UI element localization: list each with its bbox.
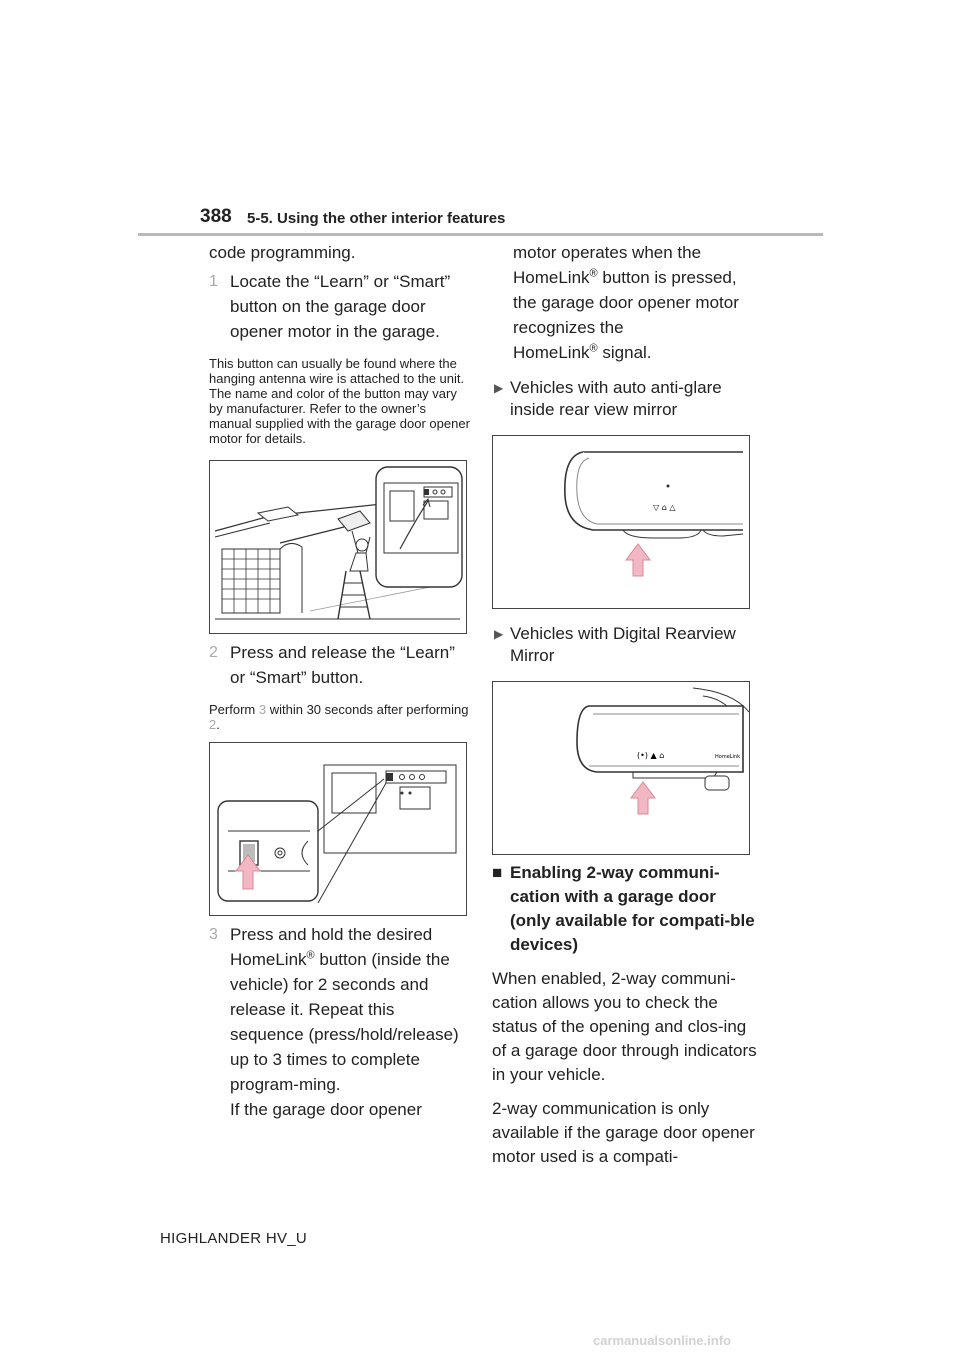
homelink-brand: HomeLink xyxy=(513,268,590,287)
learn-button-drawing xyxy=(210,743,466,915)
step-number: 1 xyxy=(209,273,218,290)
triangle-bullet-icon: ▶ xyxy=(494,627,504,641)
continued-text: button is pressed, the garage door opener motor recognizes the xyxy=(513,268,739,337)
note-text: . xyxy=(216,717,220,732)
step-ref: 2 xyxy=(209,717,217,732)
bullet-anti-glare-mirror xyxy=(492,377,760,421)
continued-text: signal. xyxy=(602,343,652,362)
svg-text:▽ ⌂ △: ▽ ⌂ △ xyxy=(653,503,676,512)
step-2 xyxy=(209,640,471,690)
intro-text: code programming. xyxy=(209,243,356,262)
homelink-brand: HomeLink xyxy=(513,343,590,362)
step-1 xyxy=(209,269,471,344)
anti-glare-mirror-illustration xyxy=(492,435,750,609)
step-text: Press and hold the desired xyxy=(230,925,433,944)
left-column xyxy=(209,240,471,1122)
step-ref: 3 xyxy=(258,702,267,717)
continued-text: motor operates when the xyxy=(513,243,702,262)
paragraph-1: When enabled, 2-way communi-cation allows you to check the status of the opening and clos-ing of a garage door through indicators in your vehicle. xyxy=(492,969,757,1084)
bullet-text: Vehicles with Digital Rearview Mirror xyxy=(510,624,736,665)
step-text: button (inside the vehicle) for 2 seconds and release it. Repeat this sequence (press/hold/release) up to 3 times to complete program-ming. xyxy=(230,950,459,1094)
step-number: 3 xyxy=(209,926,218,943)
bullet-text: Vehicles with auto anti-glare inside rear view mirror xyxy=(510,378,722,419)
right-column xyxy=(492,240,760,1169)
garage-opener-drawing xyxy=(210,461,466,633)
step-3 xyxy=(209,922,471,1122)
footer-model: HIGHLANDER HV_U xyxy=(160,1230,308,1247)
note-2 xyxy=(209,702,471,732)
section-title: 5-5. Using the other interior features xyxy=(247,210,506,227)
step-text: Locate the “Learn” or “Smart” button on the garage door opener motor in the garage. xyxy=(230,272,451,341)
svg-text:(•) ▲ ⌂: (•) ▲ ⌂ xyxy=(637,751,665,760)
bullet-digital-mirror xyxy=(492,623,760,667)
registered-mark: ® xyxy=(589,267,598,280)
registered-mark: ® xyxy=(306,949,315,962)
step-3-continued xyxy=(492,240,760,365)
note-text: Perform xyxy=(209,702,256,717)
step-text: Press and release the “Learn” or “Smart” button. xyxy=(230,643,455,687)
triangle-bullet-icon: ▶ xyxy=(494,381,504,395)
watermark: carmanualsonline.info xyxy=(593,1333,731,1348)
garage-opener-illustration xyxy=(209,460,467,634)
anti-glare-mirror-drawing xyxy=(493,436,749,608)
page-number: 388 xyxy=(200,206,232,227)
registered-mark: ® xyxy=(589,342,598,355)
step-text: If the garage door opener xyxy=(230,1100,422,1119)
heading-text: Enabling 2-way communi-cation with a garage door (only available for compati-ble devices) xyxy=(510,863,755,954)
mirror-homelink-label: HomeLink xyxy=(715,754,741,760)
step-number: 2 xyxy=(209,644,218,661)
paragraph-2: 2-way communication is only available if the garage door opener motor used is a compati- xyxy=(492,1099,755,1166)
two-way-communication-heading xyxy=(492,861,760,957)
homelink-brand: HomeLink xyxy=(230,950,307,969)
note-text: within 30 seconds after performing xyxy=(269,702,469,717)
note-1: This button can usually be found where the hanging antenna wire is attached to the unit. The name and color of the button may vary by manufacturer. Refer to the owner’s manual supplied with the garage door opener motor for details. xyxy=(209,356,470,446)
learn-button-illustration xyxy=(209,742,467,916)
digital-mirror-illustration xyxy=(492,681,750,855)
square-bullet-icon: ■ xyxy=(492,863,503,882)
header-rule xyxy=(138,233,823,236)
digital-mirror-drawing xyxy=(493,682,749,854)
